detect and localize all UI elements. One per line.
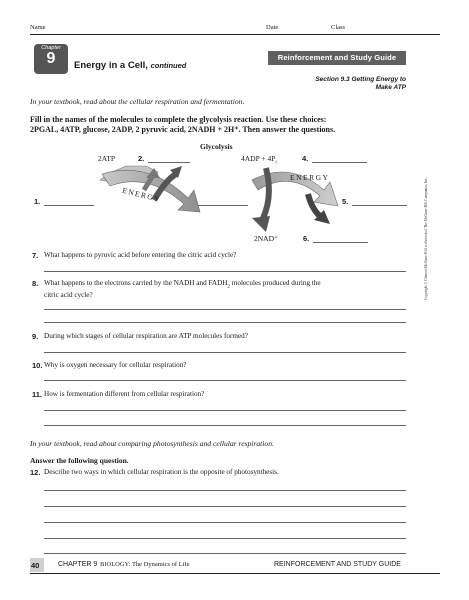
label-2atp: 2ATP xyxy=(98,154,116,163)
left-energy-arrow xyxy=(96,160,206,228)
instructions-line-2: 2PGAL, 4ATP, glucose, 2ADP, 2 pyruvic acid, 2NADH + 2H⁺. Then answer the questions. xyxy=(30,125,336,134)
q11-answer-line-2[interactable] xyxy=(44,425,406,426)
q12-answer-line-3[interactable] xyxy=(44,522,406,523)
intro-text-1: In your textbook, read about the cellular respiration and fermentation. xyxy=(30,97,245,106)
q12-number: 12. xyxy=(30,468,41,477)
label-4adp: $4ADP + 4P_i$ xyxy=(241,154,277,166)
footer-chapter: CHAPTER 9 xyxy=(58,561,98,568)
intro-text-2: In your textbook, read about comparing photosynthesis and cellular respiration. xyxy=(30,439,274,448)
page-number: 40 xyxy=(31,561,40,570)
q7-number: 7. xyxy=(32,251,39,260)
q12-text: Describe two ways in which cellular respiration is the opposite of photosynthesis. xyxy=(44,468,279,476)
left-energy-label: ENERGY xyxy=(121,185,162,205)
q9-number: 9. xyxy=(32,332,39,341)
page-title xyxy=(74,60,186,71)
instructions-line-1: Fill in the names of the molecules to complete the glycolysis reaction. Use these choices: xyxy=(30,115,327,124)
page-title-continued: continued xyxy=(150,61,187,70)
footer-rule xyxy=(30,573,440,574)
q10-text: Why is oxygen necessary for cellular respiration? xyxy=(44,361,187,369)
q7-answer-line[interactable] xyxy=(44,271,406,272)
answer-heading: Answer the following question. xyxy=(30,456,129,465)
blank-2-number: 2. xyxy=(138,154,145,163)
section-line-2: Make ATP xyxy=(375,84,406,91)
date-label: Date xyxy=(266,24,279,31)
right-energy-label: ENERGY xyxy=(290,173,330,182)
guide-banner: Reinforcement and Study Guide xyxy=(268,51,406,65)
q8-answer-line-2[interactable] xyxy=(44,322,406,323)
diagram-title: Glycolysis xyxy=(200,142,233,151)
blank-1-line[interactable] xyxy=(44,205,94,206)
blank-5-number: 5. xyxy=(342,197,349,206)
q11-answer-line-1[interactable] xyxy=(44,410,406,411)
chapter-badge-number: 9 xyxy=(46,50,56,67)
q11-text: How is fermentation different from cellular respiration? xyxy=(44,390,205,398)
blank-6-number: 6. xyxy=(303,234,310,243)
name-label: Name xyxy=(30,24,46,31)
header-rule xyxy=(30,34,440,35)
q12-answer-line-5[interactable] xyxy=(44,553,406,554)
chapter-badge xyxy=(34,44,68,74)
label-2nad: 2NAD⁺ xyxy=(254,234,278,243)
q8-number: 8. xyxy=(32,279,39,288)
page-title-main: Energy in a Cell, xyxy=(74,60,148,71)
q12-answer-line-4[interactable] xyxy=(44,538,406,539)
q9-answer-line[interactable] xyxy=(44,352,406,353)
copyright-notice: Copyright © Glencoe/McGraw-Hill, a division of The McGraw-Hill Companies, Inc. xyxy=(424,177,428,300)
q9-text: During which stages of cellular respiration are ATP molecules formed? xyxy=(44,332,248,340)
section-line-1: Section 9.3 Getting Energy to xyxy=(315,76,406,83)
chapter-badge-label: Chapter xyxy=(41,45,61,51)
q12-answer-line-2[interactable] xyxy=(44,506,406,507)
right-energy-arrow xyxy=(250,160,345,238)
footer-guide: REINFORCEMENT AND STUDY GUIDE xyxy=(274,561,401,568)
q8-answer-line-1[interactable] xyxy=(44,309,406,310)
class-label: Class xyxy=(331,24,346,31)
footer-book: BIOLOGY: The Dynamics of Life xyxy=(100,561,190,568)
q10-number: 10. xyxy=(32,361,43,370)
section-heading xyxy=(260,76,406,92)
blank-1-number: 1. xyxy=(34,197,41,206)
blank-6-line[interactable] xyxy=(313,242,368,243)
blank-5-line[interactable] xyxy=(352,205,407,206)
q7-text: What happens to pyruvic acid before entering the citric acid cycle? xyxy=(44,251,237,259)
q10-answer-line[interactable] xyxy=(44,380,406,381)
q8-text: What happens to the electrons carried by the NADH and $FADH_2$ molecules produced during the citric acid cycle? xyxy=(44,279,321,300)
blank-4-number: 4. xyxy=(302,154,309,163)
q12-answer-line-1[interactable] xyxy=(44,490,406,491)
q11-number: 11. xyxy=(32,390,43,399)
instructions xyxy=(30,115,435,135)
